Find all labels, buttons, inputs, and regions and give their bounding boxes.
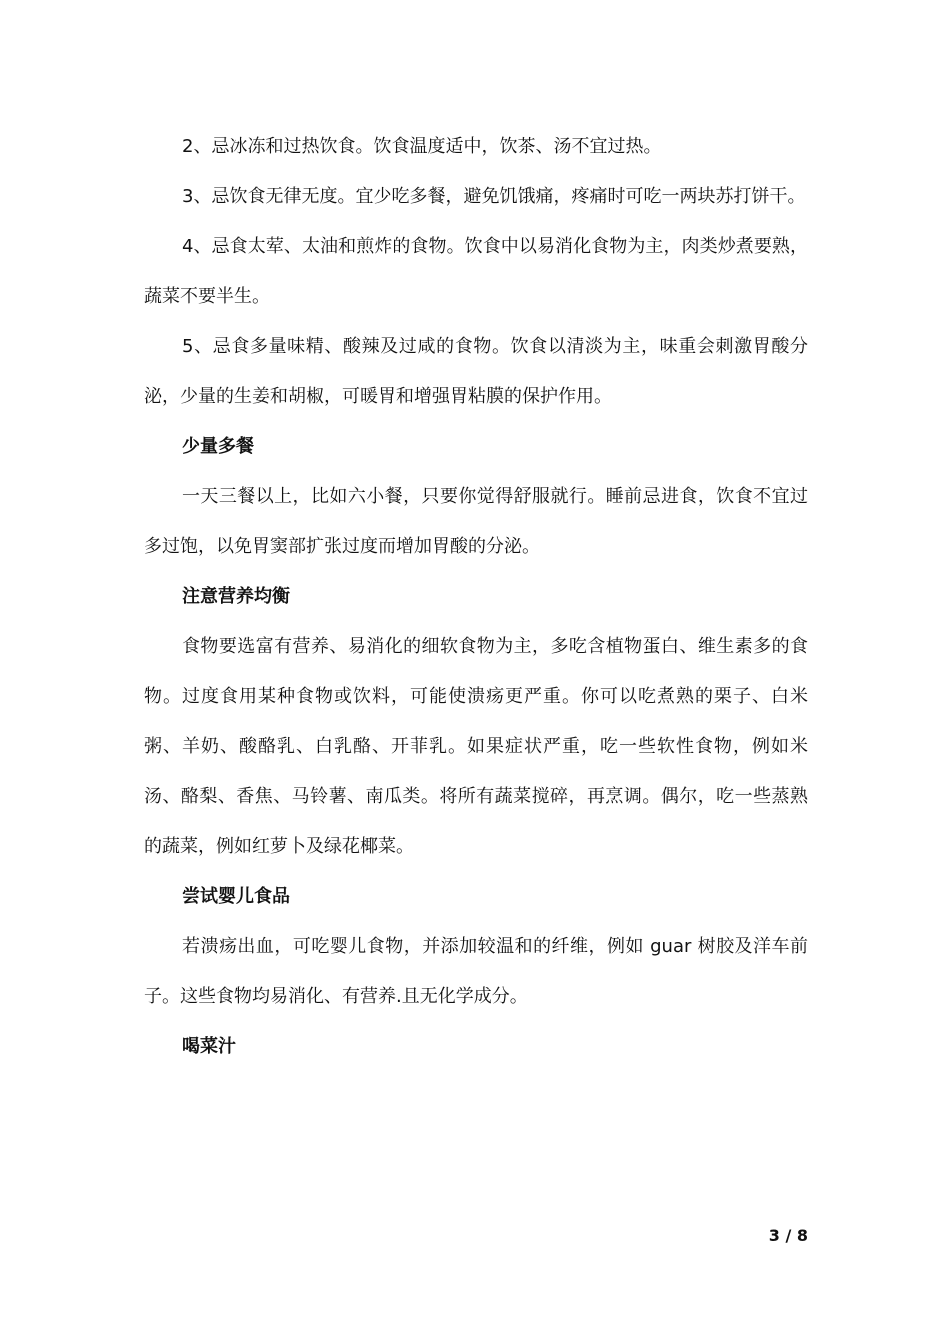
heading-baby-food: 尝试婴儿食品 — [182, 886, 290, 907]
page-number: 3 / 8 — [768, 1226, 808, 1245]
document-body — [144, 122, 808, 1072]
paragraph-avoid-greasy: 4、忌食太荤、太油和煎炸的食物。饮食中以易消化食物为主，肉类炒煮要熟，蔬菜不要半生。 — [144, 236, 808, 307]
paragraph-small-meals: 一天三餐以上，比如六小餐，只要你觉得舒服就行。睡前忌进食，饮食不宜过多过饱，以免胃窦部扩张过度而增加胃酸的分泌。 — [144, 486, 808, 557]
paragraph-balanced-nutrition: 食物要选富有营养、易消化的细软食物为主，多吃含植物蛋白、维生素多的食物。过度食用某种食物或饮料，可能使溃疡更严重。你可以吃煮熟的栗子、白米粥、羊奶、酸酪乳、白乳酪、开菲乳。如果症状严重，吃一些软性食物，例如米汤、酪梨、香焦、马铃薯、南瓜类。将所有蔬菜搅碎，再烹调。偶尔，吃一些蒸熟的蔬菜，例如红萝卜及绿花椰菜。 — [144, 636, 808, 857]
heading-small-meals: 少量多餐 — [182, 436, 254, 457]
paragraph-avoid-irregular-eating: 3、忌饮食无律无度。宜少吃多餐，避免饥饿痛，疼痛时可吃一两块苏打饼干。 — [182, 186, 806, 207]
heading-vegetable-juice: 喝菜汁 — [182, 1036, 236, 1057]
paragraph-baby-food: 若溃疡出血，可吃婴儿食物，并添加较温和的纤维，例如 guar 树胶及洋车前子。这些食物均易消化、有营养.且无化学成分。 — [144, 936, 808, 1007]
paragraph-avoid-temperature: 2、忌冰冻和过热饮食。饮食温度适中，饮茶、汤不宜过热。 — [182, 136, 662, 157]
heading-balanced-nutrition: 注意营养均衡 — [182, 586, 290, 607]
paragraph-avoid-spicy: 5、忌食多量味精、酸辣及过咸的食物。饮食以清淡为主，味重会刺激胃酸分泌，少量的生姜和胡椒，可暖胃和增强胃粘膜的保护作用。 — [144, 336, 808, 407]
